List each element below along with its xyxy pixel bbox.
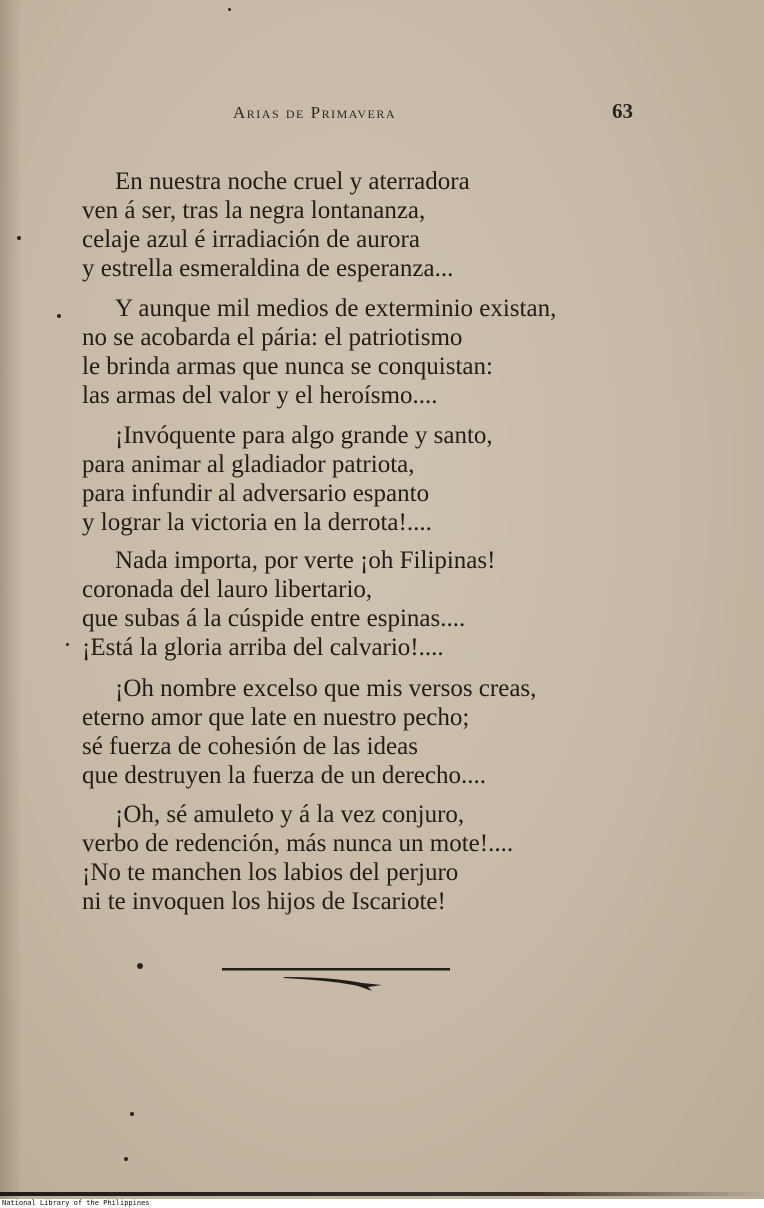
print-speck — [66, 643, 69, 646]
stanza-6 — [82, 800, 672, 916]
verse-line: Nada importa, por verte ¡oh Filipinas! — [115, 547, 496, 574]
verse-line: ¡Oh nombre excelso que mis versos creas, — [115, 675, 537, 702]
verse-line: no se acobarda el pária: el patriotismo — [82, 324, 463, 351]
verse-line: ¡Invóquente para algo grande y santo, — [115, 422, 493, 449]
verse-line: para animar al gladiador patriota, — [82, 451, 415, 478]
stanza-2 — [82, 294, 672, 410]
verse-line: ven á ser, tras la negra lontananza, — [82, 197, 426, 224]
stanza-1 — [82, 167, 672, 283]
verse-line: le brinda armas que nunca se conquistan: — [82, 353, 493, 380]
verse-line: y estrella esmeraldina de esperanza... — [82, 255, 454, 282]
verse-line: verbo de redención, más nunca un mote!.... — [82, 830, 514, 857]
tailpiece-ornament-icon — [222, 960, 450, 1000]
verse-line: En nuestra noche cruel y aterradora — [115, 168, 470, 195]
footer-rule — [0, 1192, 764, 1196]
print-speck — [57, 314, 61, 318]
verse-line: ¡No te manchen los labios del perjuro — [82, 859, 459, 886]
verse-line: celaje azul é irradiación de aurora — [82, 226, 420, 253]
print-speck — [137, 963, 143, 969]
library-credit: National Library of the Philippines — [2, 1199, 150, 1207]
verse-line: coronada del lauro libertario, — [82, 576, 373, 603]
verse-line: y lograr la victoria en la derrota!.... — [82, 509, 432, 536]
page-number: 63 — [612, 99, 633, 123]
verse-line: eterno amor que late en nuestro pecho; — [82, 704, 470, 731]
verse-line: ¡Oh, sé amuleto y á la vez conjuro, — [115, 801, 465, 828]
verse-line: que destruyen la fuerza de un derecho.... — [82, 762, 486, 789]
verse-line: ¡Está la gloria arriba del calvario!.... — [82, 634, 444, 661]
print-speck — [130, 1112, 134, 1116]
verse-line: para infundir al adversario espanto — [82, 480, 430, 507]
stanza-4 — [82, 546, 672, 662]
verse-line: sé fuerza de cohesión de las ideas — [82, 733, 418, 760]
print-speck — [124, 1157, 128, 1161]
stanza-5 — [82, 674, 672, 790]
print-speck — [17, 236, 21, 240]
verse-line: Y aunque mil medios de exterminio existan, — [115, 295, 557, 322]
verse-line: las armas del valor y el heroísmo.... — [82, 382, 438, 409]
running-title: Arias de Primavera — [233, 103, 397, 122]
print-speck — [228, 8, 231, 11]
verse-line: ni te invoquen los hijos de Iscariote! — [82, 888, 446, 915]
verse-line: que subas á la cúspide entre espinas.... — [82, 605, 466, 632]
stanza-3 — [82, 421, 672, 537]
